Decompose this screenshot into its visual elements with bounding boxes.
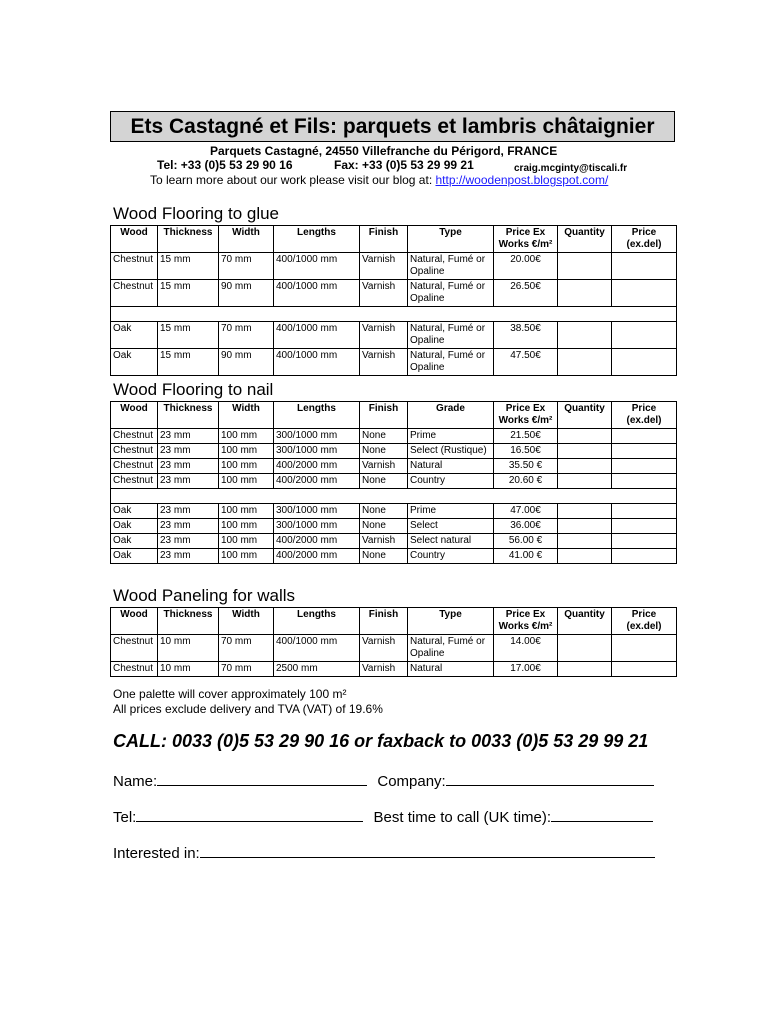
table-cell: 400/2000 mm xyxy=(274,534,360,549)
table-cell: 400/1000 mm xyxy=(274,322,360,349)
price-cell xyxy=(612,549,677,564)
column-header: Price Ex Works €/m² xyxy=(494,402,558,429)
price-cell xyxy=(612,349,677,376)
table-cell: Prime xyxy=(408,429,494,444)
quantity-cell[interactable] xyxy=(558,474,612,489)
table-cell: 23 mm xyxy=(158,459,219,474)
price-cell xyxy=(612,459,677,474)
table-cell: 38.50€ xyxy=(494,322,558,349)
price-cell xyxy=(612,444,677,459)
table-cell: Natural xyxy=(408,459,494,474)
table-cell: Oak xyxy=(111,504,158,519)
table-cell: Natural, Fumé or Opaline xyxy=(408,253,494,280)
table-row xyxy=(111,280,677,307)
table-cell: 400/1000 mm xyxy=(274,253,360,280)
table-cell: 20.00€ xyxy=(494,253,558,280)
best-time-label: Best time to call (UK time): xyxy=(373,809,552,826)
column-header: Lengths xyxy=(274,402,360,429)
column-header: Price (ex.del) xyxy=(612,402,677,429)
table-cell: Oak xyxy=(111,322,158,349)
column-header: Width xyxy=(219,226,274,253)
table-cell: 300/1000 mm xyxy=(274,519,360,534)
table-row xyxy=(111,429,677,444)
table-row xyxy=(111,635,677,662)
table-cell: 15 mm xyxy=(158,349,219,376)
price-cell xyxy=(612,280,677,307)
quantity-cell[interactable] xyxy=(558,322,612,349)
column-header: Thickness xyxy=(158,226,219,253)
table-cell: 15 mm xyxy=(158,253,219,280)
column-header: Grade xyxy=(408,402,494,429)
table-cell: 10 mm xyxy=(158,662,219,677)
table-cell: Chestnut xyxy=(111,635,158,662)
company-field[interactable] xyxy=(446,771,654,786)
fax-number: Fax: +33 (0)5 53 29 99 21 xyxy=(334,158,474,172)
name-label: Name: xyxy=(113,773,158,790)
table-cell: Natural, Fumé or Opaline xyxy=(408,280,494,307)
column-header: Quantity xyxy=(558,402,612,429)
table-cell: 100 mm xyxy=(219,549,274,564)
table-cell: Varnish xyxy=(360,280,408,307)
table-cell: None xyxy=(360,549,408,564)
tel-field[interactable] xyxy=(136,807,363,822)
table-cell: Select natural xyxy=(408,534,494,549)
paneling-table xyxy=(110,607,677,677)
table-cell: Oak xyxy=(111,519,158,534)
table-cell: Chestnut xyxy=(111,444,158,459)
quantity-cell[interactable] xyxy=(558,429,612,444)
price-cell xyxy=(612,635,677,662)
table-cell: 400/1000 mm xyxy=(274,635,360,662)
table-cell: 70 mm xyxy=(219,635,274,662)
table-cell: 23 mm xyxy=(158,519,219,534)
document-title: Ets Castagné et Fils: parquets et lambris châtaignier xyxy=(110,111,675,142)
table-cell: Natural, Fumé or Opaline xyxy=(408,322,494,349)
table-cell: None xyxy=(360,474,408,489)
glue-section-title: Wood Flooring to glue xyxy=(113,204,280,223)
table-cell: 23 mm xyxy=(158,474,219,489)
quantity-cell[interactable] xyxy=(558,534,612,549)
price-cell xyxy=(612,534,677,549)
blog-line xyxy=(150,173,608,187)
blog-link[interactable]: http://woodenpost.blogspot.com/ xyxy=(435,173,609,187)
quantity-cell[interactable] xyxy=(558,549,612,564)
blog-text: To learn more about our work please visit our blog at: xyxy=(150,173,433,187)
table-cell: 70 mm xyxy=(219,322,274,349)
spacer-cell xyxy=(111,307,677,322)
table-cell: Prime xyxy=(408,504,494,519)
table-cell: 56.00 € xyxy=(494,534,558,549)
tel-label: Tel: xyxy=(113,809,137,826)
table-cell: Natural, Fumé or Opaline xyxy=(408,349,494,376)
table-cell: None xyxy=(360,429,408,444)
table-cell: 14.00€ xyxy=(494,635,558,662)
table-cell: Varnish xyxy=(360,459,408,474)
quantity-cell[interactable] xyxy=(558,349,612,376)
table-cell: 26.50€ xyxy=(494,280,558,307)
column-header: Type xyxy=(408,226,494,253)
table-cell: None xyxy=(360,444,408,459)
table-cell: Oak xyxy=(111,534,158,549)
table-cell: Chestnut xyxy=(111,253,158,280)
column-header: Finish xyxy=(360,402,408,429)
call-line: CALL: 0033 (0)5 53 29 90 16 or faxback to 0033 (0)5 53 29 99 21 xyxy=(113,731,649,751)
column-header: Price Ex Works €/m² xyxy=(494,608,558,635)
table-cell: Chestnut xyxy=(111,662,158,677)
best-time-field[interactable] xyxy=(551,807,653,822)
table-cell: 300/1000 mm xyxy=(274,429,360,444)
table-cell: 20.60 € xyxy=(494,474,558,489)
column-header: Quantity xyxy=(558,608,612,635)
quantity-cell[interactable] xyxy=(558,662,612,677)
table-cell: 100 mm xyxy=(219,459,274,474)
table-row xyxy=(111,474,677,489)
quantity-cell[interactable] xyxy=(558,280,612,307)
price-cell xyxy=(612,322,677,349)
table-cell: 100 mm xyxy=(219,474,274,489)
company-address: Parquets Castagné, 24550 Villefranche du Périgord, FRANCE xyxy=(210,144,558,158)
table-cell: 100 mm xyxy=(219,429,274,444)
table-cell: 100 mm xyxy=(219,504,274,519)
table-cell: 36.00€ xyxy=(494,519,558,534)
table-cell: Varnish xyxy=(360,662,408,677)
table-cell: 23 mm xyxy=(158,534,219,549)
table-cell: Varnish xyxy=(360,322,408,349)
coverage-note: One palette will cover approximately 100 m² xyxy=(113,687,347,701)
table-cell: Varnish xyxy=(360,534,408,549)
table-cell: Oak xyxy=(111,349,158,376)
table-cell: 100 mm xyxy=(219,444,274,459)
name-row xyxy=(113,771,654,790)
price-cell xyxy=(612,474,677,489)
table-cell: 400/2000 mm xyxy=(274,459,360,474)
table-cell: 100 mm xyxy=(219,519,274,534)
quantity-cell[interactable] xyxy=(558,635,612,662)
quantity-cell[interactable] xyxy=(558,459,612,474)
table-cell: 70 mm xyxy=(219,662,274,677)
table-cell: Natural xyxy=(408,662,494,677)
table-cell: 400/1000 mm xyxy=(274,349,360,376)
column-header: Thickness xyxy=(158,402,219,429)
price-cell xyxy=(612,519,677,534)
table-row xyxy=(111,662,677,677)
column-header: Type xyxy=(408,608,494,635)
table-cell: 23 mm xyxy=(158,549,219,564)
column-header: Lengths xyxy=(274,608,360,635)
vat-note: All prices exclude delivery and TVA (VAT) of 19.6% xyxy=(113,702,383,716)
table-row xyxy=(111,253,677,280)
price-cell xyxy=(612,429,677,444)
table-cell: 23 mm xyxy=(158,444,219,459)
table-cell: 300/1000 mm xyxy=(274,444,360,459)
column-header: Wood xyxy=(111,226,158,253)
table-row xyxy=(111,534,677,549)
table-row xyxy=(111,519,677,534)
table-row xyxy=(111,504,677,519)
column-header: Price (ex.del) xyxy=(612,226,677,253)
table-cell: None xyxy=(360,519,408,534)
notes xyxy=(113,687,383,717)
table-cell: 400/2000 mm xyxy=(274,474,360,489)
table-cell: Oak xyxy=(111,549,158,564)
table-row xyxy=(111,444,677,459)
table-cell: 400/1000 mm xyxy=(274,280,360,307)
table-cell: Natural, Fumé or Opaline xyxy=(408,635,494,662)
column-header: Wood xyxy=(111,402,158,429)
table-cell: 400/2000 mm xyxy=(274,549,360,564)
table-cell: 15 mm xyxy=(158,280,219,307)
table-cell: 100 mm xyxy=(219,534,274,549)
quantity-cell[interactable] xyxy=(558,519,612,534)
table-cell: Varnish xyxy=(360,635,408,662)
column-header: Price Ex Works €/m² xyxy=(494,226,558,253)
price-cell xyxy=(612,253,677,280)
spacer-row xyxy=(111,307,677,322)
table-cell: 35.50 € xyxy=(494,459,558,474)
table-cell: 15 mm xyxy=(158,322,219,349)
glue-table xyxy=(110,225,677,376)
table-cell: 41.00 € xyxy=(494,549,558,564)
tel-row xyxy=(113,807,653,826)
quantity-cell[interactable] xyxy=(558,504,612,519)
column-header: Quantity xyxy=(558,226,612,253)
table-cell: Chestnut xyxy=(111,280,158,307)
table-cell: Varnish xyxy=(360,349,408,376)
interested-label: Interested in: xyxy=(113,845,200,862)
column-header: Lengths xyxy=(274,226,360,253)
price-cell xyxy=(612,504,677,519)
tel-number: Tel: +33 (0)5 53 29 90 16 xyxy=(157,158,293,172)
price-cell xyxy=(612,662,677,677)
interested-field[interactable] xyxy=(200,843,655,858)
company-label: Company: xyxy=(377,773,446,790)
table-cell: Chestnut xyxy=(111,474,158,489)
column-header: Width xyxy=(219,608,274,635)
table-cell: None xyxy=(360,504,408,519)
column-header: Thickness xyxy=(158,608,219,635)
table-cell: 90 mm xyxy=(219,280,274,307)
table-cell: 47.50€ xyxy=(494,349,558,376)
table-cell: 70 mm xyxy=(219,253,274,280)
table-row xyxy=(111,349,677,376)
quantity-cell[interactable] xyxy=(558,253,612,280)
table-cell: Country xyxy=(408,549,494,564)
table-cell: Select xyxy=(408,519,494,534)
table-cell: 21.50€ xyxy=(494,429,558,444)
table-cell: 2500 mm xyxy=(274,662,360,677)
table-cell: Chestnut xyxy=(111,459,158,474)
table-cell: 300/1000 mm xyxy=(274,504,360,519)
column-header: Finish xyxy=(360,608,408,635)
nail-section-title: Wood Flooring to nail xyxy=(113,380,274,399)
column-header: Price (ex.del) xyxy=(612,608,677,635)
email-address: craig.mcginty@tiscali.fr xyxy=(514,163,628,174)
table-row xyxy=(111,549,677,564)
table-cell: 10 mm xyxy=(158,635,219,662)
spacer-row xyxy=(111,489,677,504)
nail-table xyxy=(110,401,677,564)
table-row xyxy=(111,459,677,474)
table-cell: Chestnut xyxy=(111,429,158,444)
column-header: Finish xyxy=(360,226,408,253)
table-cell: 23 mm xyxy=(158,504,219,519)
name-field[interactable] xyxy=(157,771,367,786)
paneling-section-title: Wood Paneling for walls xyxy=(113,586,296,605)
table-cell: 47.00€ xyxy=(494,504,558,519)
table-cell: 90 mm xyxy=(219,349,274,376)
table-cell: 17.00€ xyxy=(494,662,558,677)
table-cell: 16.50€ xyxy=(494,444,558,459)
quantity-cell[interactable] xyxy=(558,444,612,459)
interested-row xyxy=(113,843,655,862)
column-header: Width xyxy=(219,402,274,429)
table-cell: 23 mm xyxy=(158,429,219,444)
table-cell: Country xyxy=(408,474,494,489)
column-header: Wood xyxy=(111,608,158,635)
spacer-cell xyxy=(111,489,677,504)
table-cell: Select (Rustique) xyxy=(408,444,494,459)
table-cell: Varnish xyxy=(360,253,408,280)
table-row xyxy=(111,322,677,349)
